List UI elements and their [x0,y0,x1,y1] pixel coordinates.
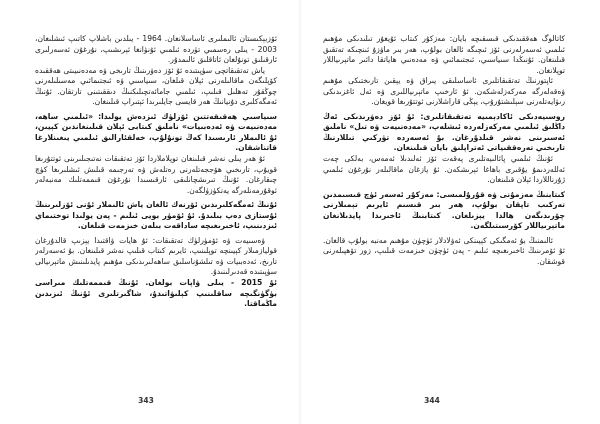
left-page-body [35,34,277,394]
paragraph-bold: كىتابنىڭ مەزمۇنى ۋە قۇرۇلمىسى: مەزكۇر ئەسەر ئۈچ قىسىمدىن تەركىب تاپقان بولۇپ، ھەر بىر قىسىم ئايرىم تېمىلارنى چۆرىدىگەن ھالدا يېزىلغان. كىتابنىڭ ئاخىرىدا پايدىلانغان ماتېرىياللار كۆرسىتىلگەن. [323,189,565,231]
left-page-number: 343 [138,396,154,405]
right-page-body [323,34,565,394]
paragraph: ئۇنىڭ ئىلمىي پائالىيەتلىرى پەقەت ئۆز ئەلىدىلا ئەمەس، بەلكى چەت ئەللەردىمۇ يۇقىرى باھاغا ئېرىشكەن. ئۇ يازغان ماقالىلەر نۇرغۇن ئىلمىي ژۇرناللاردا ئېلان قىلىنغان. [323,154,565,185]
paragraph: ئاپتورنىڭ تەتقىقاتلىرى ئاساسلىقى يىراق ۋە يېقىن تارىختىكى مۇھىم ۋەقەلەرگە مەركەزلەشكەن. ئۇ ئارخىپ ماتېرىياللىرى ۋە ئەل ئاغزىدىكى رىۋايەتلەرنى سېلىشتۇرۇپ، يېڭى قاراشلارنى ئوتتۇرىغا قويغان. [323,76,565,107]
page-gutter [298,0,302,424]
paragraph: ئۇ ھەر يىلى نەشر قىلىنغان توپلاملاردا ئۆز تەتقىقات نەتىجىلىرىنى ئوتتۇرىغا قويۇپ، تارىخىي ھۆججەتلەرنى رەتلەش ۋە تەرجىمە قىلىش ئىشلىرىغا كۈچ چىقارغان. ئۇنىڭ تىرىشچانلىقى ئارقىسىدا نۇرغۇن قىممەتلىك مەنبەلەر ئوقۇرمەنلەرگە يەتكۈزۈلگەن. [35,154,277,195]
paragraph-bold: ئۇ 2015 - يىلى ۋاپات بولغان. ئۇنىڭ قىممەتلىك مىراسى بۈگۈنگىچە ساقلىنىپ كېلىۋاتىدۇ، شاگىرتلىرى ئۇنىڭ ئىزىدىن ماڭماقتا. [35,278,277,309]
paragraph-bold: سىياسىي ھەقىقەتتىن ئۆزلۈك ئىزدەش يولىدا: «ئىلمىي ساھە، مەدەنىيەت ۋە ئەدەبىيات» ناملىق كىتابى ئېلان قىلىنغاندىن كېيىن، ئۇ ئالىملار ئارىسىدا كەڭ تونۇلۇپ، خەلقئارالىق ئىلمىي يىغىنلارغا قاتناشقان. [35,111,277,153]
right-page-number: 344 [424,396,440,405]
paragraph: ئالىمنىڭ بۇ ئەمگىكى كېيىنكى ئەۋلادلار ئۈچۈن مۇھىم مەنبە بولۇپ قالغان. ئۇ ئۆمرىنىڭ ئاخىرىغىچە ئىلىم - پەن ئۈچۈن خىزمەت قىلىپ، زور تۆھپىلەرنى قوشقان. [323,235,565,266]
paragraph: ئۆزبېكىستان ئالىملىرى ئاساسلانغان. 1964 - يىلدىن باشلاپ كاتىپ ئىشلىغان، 2003 - يىلى رەسمىي تۈردە ئىلمىي ئۇنۋانغا ئېرىشىپ، نۇرغۇن ئەسەرلىرى ئارقىلىق تونۇلغان ئاتاقلىق ئالىمدۇر. [35,34,277,65]
paragraph-bold: ئۇنىڭ ئەمگەكلىرىدىن ئۆرنەك ئالغان ياش ئالىملار ئۇنى ئۆزلىرىنىڭ ئۇستازى دەپ بىلىدۇ. ئۇ ئۆمۈر بويى ئىلىم - پەن يولىدا توختىماي ئىزدىنىپ، ئاخىرىغىچە ساداقەت بىلەن خىزمەت قىلغان. [35,200,277,231]
paragraph-bold: روسىيەدىكى ئاكادېمىيە تەتقىقاتلىرى: ئۇ ئۆز دەۋرىدىكى ئەڭ داڭلىق ئىلمىي مەركەزلەردە ئىشلەپ، «مەدەنىيەت ۋە تىل» ناملىق ئەسىرىنى نەشر قىلدۇرغان. بۇ ئەسەردە تۈركىي تىللارنىڭ تارىخىي تەرەققىياتى ئەتراپلىق بايان قىلىنغان. [323,111,565,153]
paragraph: كاتالوگ ھەققىدىكى قىسقىچە بايان: مەزكۇر كىتاب ئۇيغۇر تىلىدىكى مۇھىم ئىلمىي ئەسەرلەرنى ئۆز ئىچىگە ئالغان بولۇپ، ھەر بىر ماۋزۇ ئىنچىكە تەتقىق قىلىنغان. ئۇنىڭدا سىياسىي، ئىجتىمائىي ۋە مەدەنىي ھاياتقا دائىر ماتېرىياللار توپلانغان. [323,34,565,75]
paragraph: ۋەسىيەت ۋە ئۆمۈرلۈك تەتقىقات: ئۇ ھايات ۋاقتىدا يېزىپ قالدۇرغان قوليازمىلار كېيىنچە توپلىنىپ، ئايرىم كىتاب قىلىپ نەشر قىلىنغان. بۇ ئەسەرلەر تارىخ، ئەدەبىيات ۋە تىلشۇناسلىق ساھەلىرىدىكى مۇھىم پايدىلىنىش ماتېرىيالى سۈپىتىدە قەدىرلىنىدۇ. [35,235,277,277]
paragraph: ياش تەتقىقاتچى سۈپىتىدە ئۇ ئۆز دەۋرىنىڭ تارىخى ۋە مەدەنىيىتى ھەققىدە كۆپلىگەن ماقالىلەرنى ئېلان قىلغان، سىياسىي ۋە ئىجتىمائىي مەسىلىلەرنى چوڭقۇر تەھلىل قىلىپ، ئىلمىي جامائەتچىلىكنىڭ دىققىتىنى تارتقان. ئۇنىڭ ئەمگەكلىرى دۇنيانىڭ ھەر قايسى جايلىرىدا ئېتىراپ قىلىنغان. [35,65,277,107]
